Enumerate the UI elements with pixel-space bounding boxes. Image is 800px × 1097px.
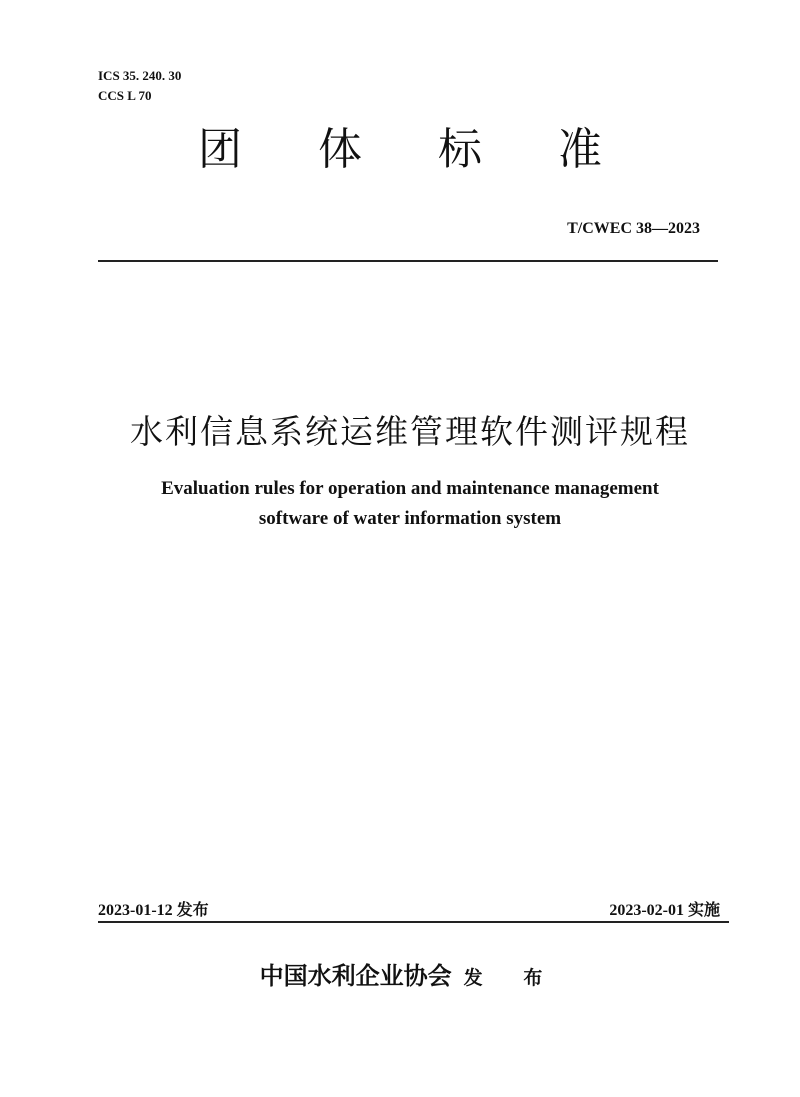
english-title-line-1: Evaluation rules for operation and maintenance management <box>161 478 659 499</box>
ics-code: ICS 35. 240. 30 <box>98 68 182 83</box>
chinese-title: 水利信息系统运维管理软件测评规程 <box>130 412 690 451</box>
doc-type-char: 标 <box>438 124 482 175</box>
publisher-name: 中国水利企业协会 <box>259 964 452 990</box>
ccs-code: CCS L 70 <box>98 88 152 103</box>
document-type-heading <box>0 120 800 180</box>
english-title <box>0 474 800 534</box>
doc-type-char: 准 <box>558 124 602 175</box>
classification-codes <box>98 66 181 106</box>
standard-number: T/CWEC 38—2023 <box>567 220 700 237</box>
publish-action: 发 布 <box>463 968 561 989</box>
bottom-divider <box>98 921 729 923</box>
effective-date: 2023-02-01 实施 <box>609 902 720 919</box>
english-title-line-2: software of water information system <box>258 508 562 529</box>
doc-type-char: 体 <box>318 124 362 175</box>
doc-type-char: 团 <box>198 124 242 175</box>
publisher-line <box>0 956 800 991</box>
top-divider <box>98 260 718 262</box>
issue-date: 2023-01-12 发布 <box>98 902 209 919</box>
